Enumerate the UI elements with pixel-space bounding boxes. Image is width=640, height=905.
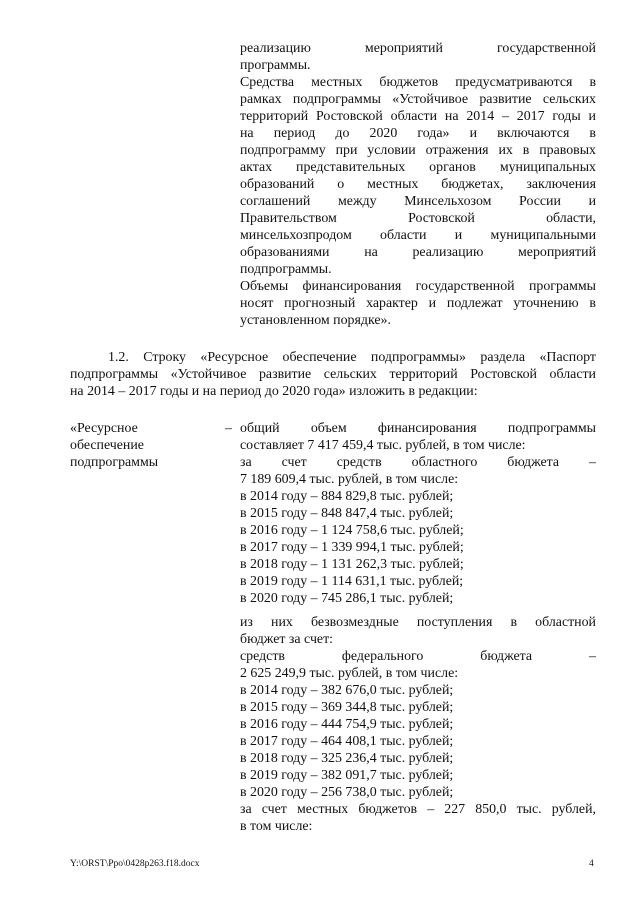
text-line: на период до 2020 года» и включаются в [240,126,596,141]
value-line: в 2019 году – 1 114 631,1 тыс. рублей; [240,574,464,589]
value-line: общий объем финансирования подпрограммы [240,421,596,436]
value-line: в 2014 году – 382 676,0 тыс. рублей; [240,683,454,698]
value-line: в 2018 году – 1 131 262,3 тыс. рублей; [240,557,464,572]
value-line: в 2016 году – 444 754,9 тыс. рублей; [240,717,454,732]
value-line: составляет 7 417 459,4 тыс. рублей, в том числе: [240,438,526,453]
page-number: 4 [589,859,594,869]
text-line: актах представительных органов муниципальных [240,160,596,175]
value-line: в 2014 году – 884 829,8 тыс. рублей; [240,489,454,504]
value-line: в том числе: [240,819,313,834]
value-line: в 2020 году – 745 286,1 тыс. рублей; [240,591,454,606]
value-line: за счет местных бюджетов – 227 850,0 тыс. рублей, [240,802,596,817]
value-line: 2 625 249,9 тыс. рублей, в том числе: [240,666,459,681]
paragraph-line: 1.2. Строку «Ресурсное обеспечение подпрограммы» раздела «Паспорт [108,350,596,365]
row-label: подпрограммы [70,455,159,470]
text-line: рамках подпрограммы «Устойчивое развитие сельских [240,92,596,107]
text-line: Правительством Ростовской области, [240,211,596,226]
value-line: в 2017 году – 464 408,1 тыс. рублей; [240,734,454,749]
row-label: обеспечение [70,438,144,453]
value-line: в 2015 году – 369 344,8 тыс. рублей; [240,700,454,715]
value-line: в 2020 году – 256 738,0 тыс. рублей; [240,785,454,800]
value-line: в 2015 году – 848 847,4 тыс. рублей; [240,506,454,521]
text-line: подпрограммы. [240,262,332,277]
text-line: носят прогнозный характер и подлежат уточнению в [240,296,596,311]
paragraph-line: на 2014 – 2017 годы и на период до 2020 года» изложить в редакции: [70,384,478,399]
value-line: средств федерального бюджета – [240,649,596,664]
text-line: территорий Ростовской области на 2014 – 2017 годы и [240,109,596,124]
text-line: подпрограмму при условии отражения их в правовых [240,143,596,158]
text-line: реализацию мероприятий государственной [240,41,596,56]
label-dash: – [225,421,232,436]
text-line: минсельхозпродом области и муниципальными [240,228,596,243]
text-line: установленном порядке». [240,313,391,328]
value-line: 7 189 609,4 тыс. рублей, в том числе: [240,472,459,487]
row-label: «Ресурсное [70,421,138,436]
text-line: Объемы финансирования государственной программы [240,279,596,294]
text-line: образований о местных бюджетах, заключения [240,177,596,192]
text-line: программы. [240,58,311,73]
footer-file-path: Y:\ORST\Ppo\0428p263.f18.docx [70,859,200,869]
value-line: бюджет за счет: [240,632,334,647]
value-line: в 2018 году – 325 236,4 тыс. рублей; [240,751,454,766]
text-line: Средства местных бюджетов предусматриваются в [240,75,596,90]
value-line: в 2019 году – 382 091,7 тыс. рублей; [240,768,454,783]
text-line: образованиями на реализацию мероприятий [240,245,596,260]
value-line: в 2017 году – 1 339 994,1 тыс. рублей; [240,540,464,555]
paragraph-line: подпрограммы «Устойчивое развитие сельских территорий Ростовской области [70,367,596,382]
value-line: в 2016 году – 1 124 758,6 тыс. рублей; [240,523,464,538]
value-line: за счет средств областного бюджета – [240,455,596,470]
text-line: соглашений между Минсельхозом России и [240,194,596,209]
value-line: из них безвозмездные поступления в областной [240,615,596,630]
